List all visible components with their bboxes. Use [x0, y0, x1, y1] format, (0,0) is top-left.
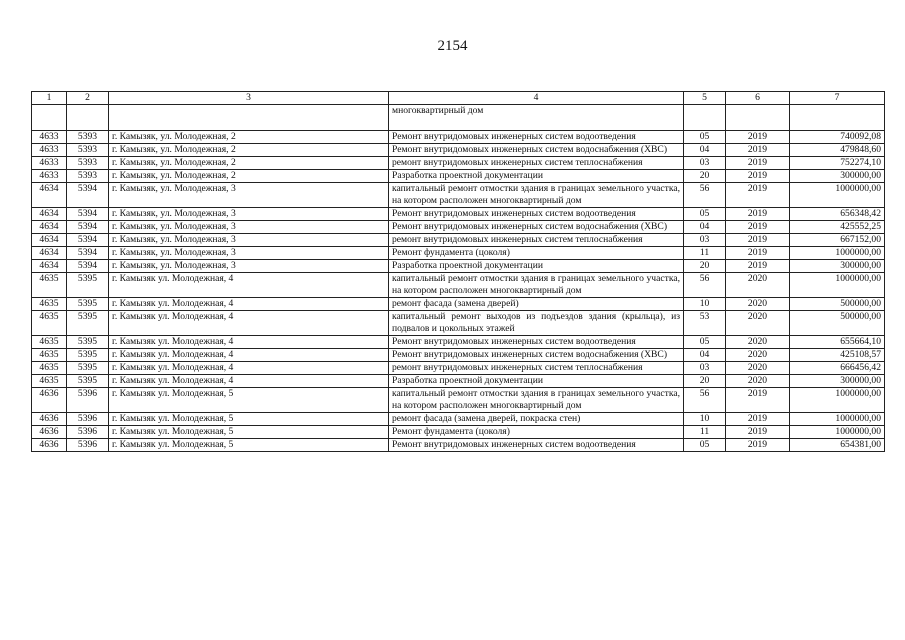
cost-cell: 1000000,00: [790, 426, 885, 439]
row-number-cell: 4634: [32, 183, 67, 208]
address-cell: г. Камызяк ул. Молодежная, 4: [109, 375, 389, 388]
house-id-cell: 5394: [67, 208, 109, 221]
work-code-cell: 10: [684, 298, 726, 311]
row-number-cell: 4636: [32, 439, 67, 452]
work-code-cell: 11: [684, 426, 726, 439]
row-number-cell: 4633: [32, 131, 67, 144]
cost-cell: 500000,00: [790, 311, 885, 336]
year-cell: 2019: [726, 157, 790, 170]
work-code-cell: 05: [684, 131, 726, 144]
address-cell: г. Камызяк ул. Молодежная, 5: [109, 439, 389, 452]
work-type-cell: капитальный ремонт отмостки здания в границах земельного участка, на котором расположен многоквартирный дом: [389, 273, 684, 298]
address-cell: г. Камызяк, ул. Молодежная, 2: [109, 170, 389, 183]
house-id-cell: 5395: [67, 298, 109, 311]
year-cell: 2019: [726, 221, 790, 234]
address-cell: г. Камызяк ул. Молодежная, 4: [109, 349, 389, 362]
table-row: [32, 298, 885, 311]
header-col-1: 1: [32, 92, 67, 105]
address-cell: г. Камызяк, ул. Молодежная, 3: [109, 247, 389, 260]
work-code-cell: 56: [684, 183, 726, 208]
work-code-cell: 20: [684, 170, 726, 183]
address-cell: г. Камызяк ул. Молодежная, 4: [109, 336, 389, 349]
work-type-cell: Разработка проектной документации: [389, 260, 684, 273]
cost-cell: 425108,57: [790, 349, 885, 362]
work-code-cell: 05: [684, 208, 726, 221]
cost-cell: 425552,25: [790, 221, 885, 234]
work-type-cell: ремонт фасада (замена дверей, покраска стен): [389, 413, 684, 426]
row-number-cell: 4635: [32, 298, 67, 311]
work-type-cell: ремонт внутридомовых инженерных систем теплоснабжения: [389, 362, 684, 375]
address-cell: г. Камызяк, ул. Молодежная, 3: [109, 234, 389, 247]
cost-cell: 1000000,00: [790, 273, 885, 298]
address-cell: г. Камызяк, ул. Молодежная, 2: [109, 144, 389, 157]
cost-cell: 1000000,00: [790, 247, 885, 260]
work-type-cell: ремонт фасада (замена дверей): [389, 298, 684, 311]
year-cell: 2019: [726, 183, 790, 208]
house-id-cell: 5394: [67, 221, 109, 234]
house-id-cell: 5394: [67, 183, 109, 208]
table-row: [32, 157, 885, 170]
house-id-cell: 5393: [67, 144, 109, 157]
table-row: [32, 144, 885, 157]
table-row: [32, 234, 885, 247]
row-number-cell: 4636: [32, 388, 67, 413]
house-id-cell: 5394: [67, 234, 109, 247]
house-id-cell: 5393: [67, 157, 109, 170]
work-type-cell: ремонт внутридомовых инженерных систем теплоснабжения: [389, 234, 684, 247]
address-cell: г. Камызяк, ул. Молодежная, 3: [109, 221, 389, 234]
table-row: [32, 208, 885, 221]
year-cell: 2020: [726, 362, 790, 375]
table-row: [32, 247, 885, 260]
work-code-cell: 04: [684, 349, 726, 362]
work-type-cell: Ремонт внутридомовых инженерных систем водоотведения: [389, 336, 684, 349]
cost-cell: 1000000,00: [790, 183, 885, 208]
work-code-cell: 20: [684, 260, 726, 273]
work-code-cell: 04: [684, 144, 726, 157]
year-cell: 2019: [726, 234, 790, 247]
cost-cell: 752274,10: [790, 157, 885, 170]
page-number: 2154: [437, 38, 468, 54]
cost-cell: 300000,00: [790, 375, 885, 388]
table-row: [32, 388, 885, 413]
cost-cell: 300000,00: [790, 260, 885, 273]
work-type-cell: Ремонт внутридомовых инженерных систем водоотведения: [389, 208, 684, 221]
work-code-cell: 10: [684, 413, 726, 426]
work-type-cell: Ремонт внутридомовых инженерных систем водоснабжения (ХВС): [389, 221, 684, 234]
work-code-cell: 56: [684, 273, 726, 298]
house-id-cell: 5393: [67, 131, 109, 144]
address-cell: г. Камызяк ул. Молодежная, 4: [109, 311, 389, 336]
row-number-cell: 4635: [32, 273, 67, 298]
year-cell: 2019: [726, 208, 790, 221]
row-number-cell: 4635: [32, 349, 67, 362]
year-cell: 2019: [726, 439, 790, 452]
work-type-cell: Ремонт внутридомовых инженерных систем водоотведения: [389, 439, 684, 452]
work-type-cell: Разработка проектной документации: [389, 170, 684, 183]
table-row: [32, 183, 885, 208]
house-id-cell: 5394: [67, 247, 109, 260]
address-cell: г. Камызяк, ул. Молодежная, 3: [109, 183, 389, 208]
row-number-cell: 4635: [32, 336, 67, 349]
row-number-cell: 4635: [32, 311, 67, 336]
address-cell: г. Камызяк ул. Молодежная, 4: [109, 273, 389, 298]
cost-cell: 300000,00: [790, 170, 885, 183]
table-row: [32, 362, 885, 375]
row-number-cell: 4636: [32, 413, 67, 426]
row-number-cell: 4634: [32, 208, 67, 221]
continuation-text: многоквартирный дом: [389, 105, 684, 131]
header-col-2: 2: [67, 92, 109, 105]
cost-cell: 1000000,00: [790, 388, 885, 413]
row-number-cell: 4634: [32, 221, 67, 234]
address-cell: г. Камызяк, ул. Молодежная, 3: [109, 260, 389, 273]
cost-cell: 655664,10: [790, 336, 885, 349]
work-code-cell: 56: [684, 388, 726, 413]
table-row: [32, 426, 885, 439]
year-cell: 2019: [726, 131, 790, 144]
continuation-row: [32, 105, 885, 131]
header-col-5: 5: [684, 92, 726, 105]
work-code-cell: 03: [684, 234, 726, 247]
work-type-cell: Ремонт внутридомовых инженерных систем водоснабжения (ХВС): [389, 144, 684, 157]
work-type-cell: Ремонт внутридомовых инженерных систем водоснабжения (ХВС): [389, 349, 684, 362]
table-row: [32, 413, 885, 426]
address-cell: г. Камызяк ул. Молодежная, 4: [109, 298, 389, 311]
table-row: [32, 336, 885, 349]
table-row: [32, 439, 885, 452]
house-id-cell: 5396: [67, 388, 109, 413]
year-cell: 2020: [726, 375, 790, 388]
work-type-cell: Разработка проектной документации: [389, 375, 684, 388]
address-cell: г. Камызяк ул. Молодежная, 4: [109, 362, 389, 375]
row-number-cell: 4634: [32, 247, 67, 260]
cost-cell: 656348,42: [790, 208, 885, 221]
row-number-cell: 4635: [32, 362, 67, 375]
house-id-cell: 5394: [67, 260, 109, 273]
work-code-cell: 20: [684, 375, 726, 388]
table-row: [32, 170, 885, 183]
year-cell: 2020: [726, 273, 790, 298]
capital-repair-table: [31, 91, 885, 452]
work-code-cell: 03: [684, 362, 726, 375]
year-cell: 2019: [726, 413, 790, 426]
year-cell: 2019: [726, 426, 790, 439]
address-cell: г. Камызяк ул. Молодежная, 5: [109, 413, 389, 426]
house-id-cell: 5395: [67, 336, 109, 349]
cost-cell: 500000,00: [790, 298, 885, 311]
address-cell: г. Камызяк ул. Молодежная, 5: [109, 426, 389, 439]
address-cell: г. Камызяк, ул. Молодежная, 3: [109, 208, 389, 221]
table-row: [32, 131, 885, 144]
house-id-cell: 5396: [67, 439, 109, 452]
work-code-cell: 11: [684, 247, 726, 260]
address-cell: г. Камызяк, ул. Молодежная, 2: [109, 131, 389, 144]
table-row: [32, 260, 885, 273]
year-cell: 2020: [726, 349, 790, 362]
work-type-cell: капитальный ремонт отмостки здания в границах земельного участка, на котором расположен многоквартирный дом: [389, 183, 684, 208]
house-id-cell: 5395: [67, 349, 109, 362]
address-cell: г. Камызяк, ул. Молодежная, 2: [109, 157, 389, 170]
table-row: [32, 349, 885, 362]
house-id-cell: 5396: [67, 426, 109, 439]
work-code-cell: 04: [684, 221, 726, 234]
cost-cell: 740092,08: [790, 131, 885, 144]
work-code-cell: 53: [684, 311, 726, 336]
row-number-cell: 4634: [32, 260, 67, 273]
year-cell: 2019: [726, 260, 790, 273]
year-cell: 2020: [726, 298, 790, 311]
row-number-cell: 4636: [32, 426, 67, 439]
year-cell: 2019: [726, 247, 790, 260]
house-id-cell: 5395: [67, 362, 109, 375]
header-col-7: 7: [790, 92, 885, 105]
cost-cell: 479848,60: [790, 144, 885, 157]
work-type-cell: ремонт внутридомовых инженерных систем теплоснабжения: [389, 157, 684, 170]
table-row: [32, 311, 885, 336]
house-id-cell: 5393: [67, 170, 109, 183]
work-type-cell: Ремонт фундамента (цоколя): [389, 247, 684, 260]
header-col-3: 3: [109, 92, 389, 105]
cost-cell: 654381,00: [790, 439, 885, 452]
row-number-cell: 4633: [32, 144, 67, 157]
table-row: [32, 273, 885, 298]
year-cell: 2020: [726, 311, 790, 336]
row-number-cell: 4634: [32, 234, 67, 247]
row-number-cell: 4635: [32, 375, 67, 388]
table-row: [32, 375, 885, 388]
cost-cell: 667152,00: [790, 234, 885, 247]
work-type-cell: капитальный ремонт выходов из подъездов здания (крыльца), из подвалов и цокольных этажей: [389, 311, 684, 336]
house-id-cell: 5396: [67, 413, 109, 426]
work-code-cell: 05: [684, 439, 726, 452]
year-cell: 2019: [726, 388, 790, 413]
table-row: [32, 221, 885, 234]
header-row: [32, 92, 885, 105]
house-id-cell: 5395: [67, 375, 109, 388]
year-cell: 2020: [726, 336, 790, 349]
work-type-cell: Ремонт фундамента (цоколя): [389, 426, 684, 439]
row-number-cell: 4633: [32, 170, 67, 183]
year-cell: 2019: [726, 144, 790, 157]
work-code-cell: 03: [684, 157, 726, 170]
address-cell: г. Камызяк ул. Молодежная, 5: [109, 388, 389, 413]
house-id-cell: 5395: [67, 273, 109, 298]
header-col-4: 4: [389, 92, 684, 105]
house-id-cell: 5395: [67, 311, 109, 336]
cost-cell: 1000000,00: [790, 413, 885, 426]
year-cell: 2019: [726, 170, 790, 183]
work-type-cell: капитальный ремонт отмостки здания в границах земельного участка, на котором расположен многоквартирный дом: [389, 388, 684, 413]
work-type-cell: Ремонт внутридомовых инженерных систем водоотведения: [389, 131, 684, 144]
cost-cell: 666456,42: [790, 362, 885, 375]
work-code-cell: 05: [684, 336, 726, 349]
header-col-6: 6: [726, 92, 790, 105]
row-number-cell: 4633: [32, 157, 67, 170]
